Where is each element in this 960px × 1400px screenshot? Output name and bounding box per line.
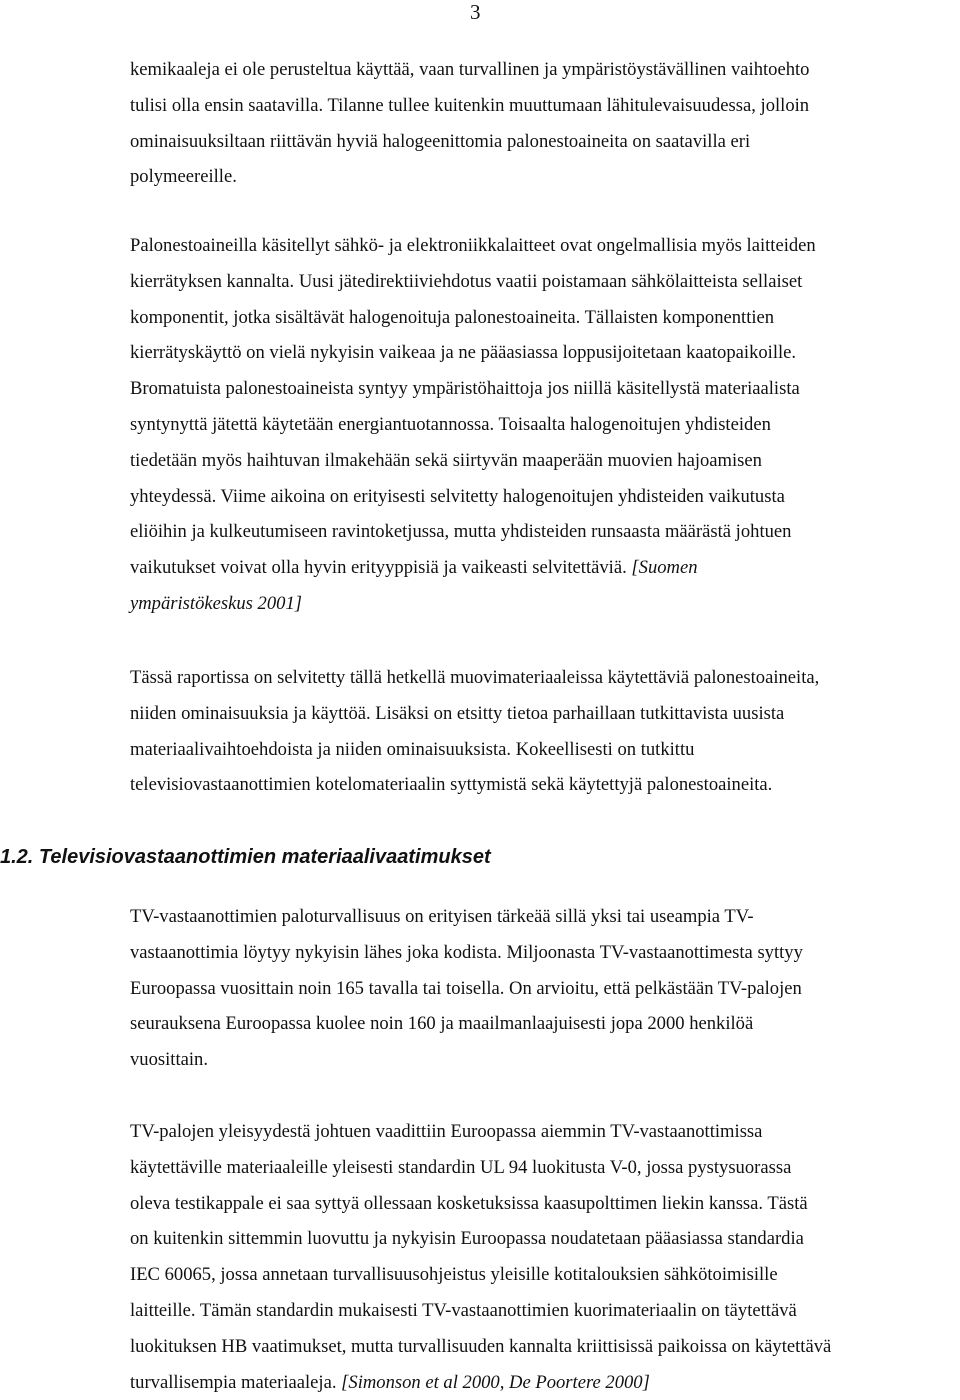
section-number: 1.2. (0, 846, 34, 868)
paragraph-line: kemikaaleja ei ole perusteltua käyttää, vaan turvallinen ja ympäristöystävällinen vaihtoehto (130, 59, 810, 80)
paragraph-line: eliöihin ja kulkeutumiseen ravintoketjussa, mutta yhdisteiden runsaasta määrästä johtuen (130, 521, 792, 543)
paragraph-line: Euroopassa vuosittain noin 165 tavalla tai toisella. On arvioitu, että pelkästään TV-palojen (130, 977, 802, 999)
paragraph-line: oleva testikappale ei saa syttyä ollessaan kosketuksissa kaasupolttimen liekin kanssa. Tästä (130, 1192, 808, 1214)
paragraph-line: laitteille. Tämän standardin mukaisesti TV-vastaanottimien kuorimateriaalin on täytettävä (130, 1299, 797, 1321)
paragraph-text: turvallisempia materiaaleja. (130, 1371, 342, 1393)
paragraph-line: TV-palojen yleisyydestä johtuen vaadittiin Euroopassa aiemmin TV-vastaanottimissa (130, 1121, 763, 1142)
paragraph-line: seurauksena Euroopassa kuolee noin 160 ja maailmanlaajuisesti jopa 2000 henkilöä (130, 1013, 754, 1035)
paragraph-line: tulisi olla ensin saatavilla. Tilanne tullee kuitenkin muuttumaan lähitulevaisuudessa, jolloin (130, 94, 810, 116)
paragraph-text: vaikutukset voivat olla hyvin erityyppisiä ja vaikeasti selvitettäviä. (130, 557, 632, 579)
paragraph-line: yhteydessä. Viime aikoina on erityisesti selvitetty halogenoitujen yhdisteiden vaikutusta (130, 485, 785, 507)
citation: ympäristökeskus 2001] (130, 592, 302, 614)
paragraph-line: luokituksen HB vaatimukset, mutta turvallisuuden kannalta kriittisissä paikoissa on käytettävä (130, 1335, 832, 1357)
paragraph-line: TV-vastaanottimien paloturvallisuus on erityisen tärkeää sillä yksi tai useampia TV- (130, 906, 754, 927)
paragraph-line: komponentit, jotka sisältävät halogenoituja palonestoaineita. Tällaisten komponenttien (130, 306, 775, 328)
paragraph-line: Tässä raportissa on selvitetty tällä hetkellä muovimateriaaleissa käytettäviä palonestoaineita, (130, 667, 820, 688)
paragraph-line: vastaanottimia löytyy nykyisin lähes joka kodista. Miljoonasta TV-vastaanottimesta syttyy (130, 941, 803, 963)
citation: [Suomen (631, 557, 698, 579)
paragraph-line: kierrätyksen kannalta. Uusi jätedirektiiviehdotus vaatii poistamaan sähkölaitteista sellaiset (130, 270, 803, 292)
paragraph-line: Bromatuista palonestoaineista syntyy ympäristöhaittoja jos niillä käsitellystä materiaalista (130, 378, 800, 400)
paragraph-line: IEC 60065, jossa annetaan turvallisuusohjeistus yleisille kotitalouksien sähkötoimisille (130, 1264, 778, 1286)
section-paragraph-1 (130, 899, 942, 1078)
section-paragraph-2 (130, 1114, 942, 1400)
paragraph-line: vuosittain. (130, 1049, 208, 1071)
citation: [Simonson et al 2000, De Poortere 2000] (341, 1371, 650, 1393)
paragraph-line: polymeereille. (130, 166, 237, 188)
paragraph-line: tiedetään myös haihtuvan ilmakehään sekä siirtyvän maaperään muovien hajoamisen (130, 449, 762, 471)
paragraph-line: kierrätyskäyttö on vielä nykyisin vaikeaa ja ne pääasiassa loppusijoitetaan kaatopaikoille. (130, 342, 797, 364)
page-number: 3 (470, 0, 481, 24)
paragraph-line: on kuitenkin sittemmin luovuttu ja nykyisin Euroopassa noudatetaan pääasiassa standardia (130, 1228, 804, 1250)
paragraph-2 (130, 228, 942, 622)
paragraph-line: niiden ominaisuuksia ja käyttöä. Lisäksi on etsitty tietoa parhaillaan tutkittavista uusista (130, 702, 785, 724)
paragraph-line: televisiovastaanottimien kotelomateriaalin syttymistä sekä käytettyjä palonestoaineita. (130, 774, 773, 796)
section-title: Televisiovastaanottimien materiaalivaatimukset (38, 846, 491, 868)
paragraph-line (130, 550, 942, 586)
paragraph-line: syntynyttä jätettä käytetään energiantuotannossa. Toisaalta halogenoitujen yhdisteiden (130, 413, 771, 435)
paragraph-line: materiaalivaihtoehdoista ja niiden ominaisuuksista. Kokeellisesti on tutkittu (130, 738, 695, 760)
paragraph-line (130, 1365, 942, 1400)
paragraph-3 (130, 660, 942, 803)
section-heading (0, 842, 491, 872)
paragraph-line: Palonestoaineilla käsitellyt sähkö- ja elektroniikkalaitteet ovat ongelmallisia myös laitteiden (130, 235, 816, 256)
paragraph-1 (130, 52, 942, 195)
paragraph-line: ominaisuuksiltaan riittävän hyviä halogeenittomia palonestoaineita on saatavilla eri (130, 130, 751, 152)
paragraph-line: käytettäville materiaaleille yleisesti standardin UL 94 luokitusta V-0, jossa pystysuorassa (130, 1156, 792, 1178)
